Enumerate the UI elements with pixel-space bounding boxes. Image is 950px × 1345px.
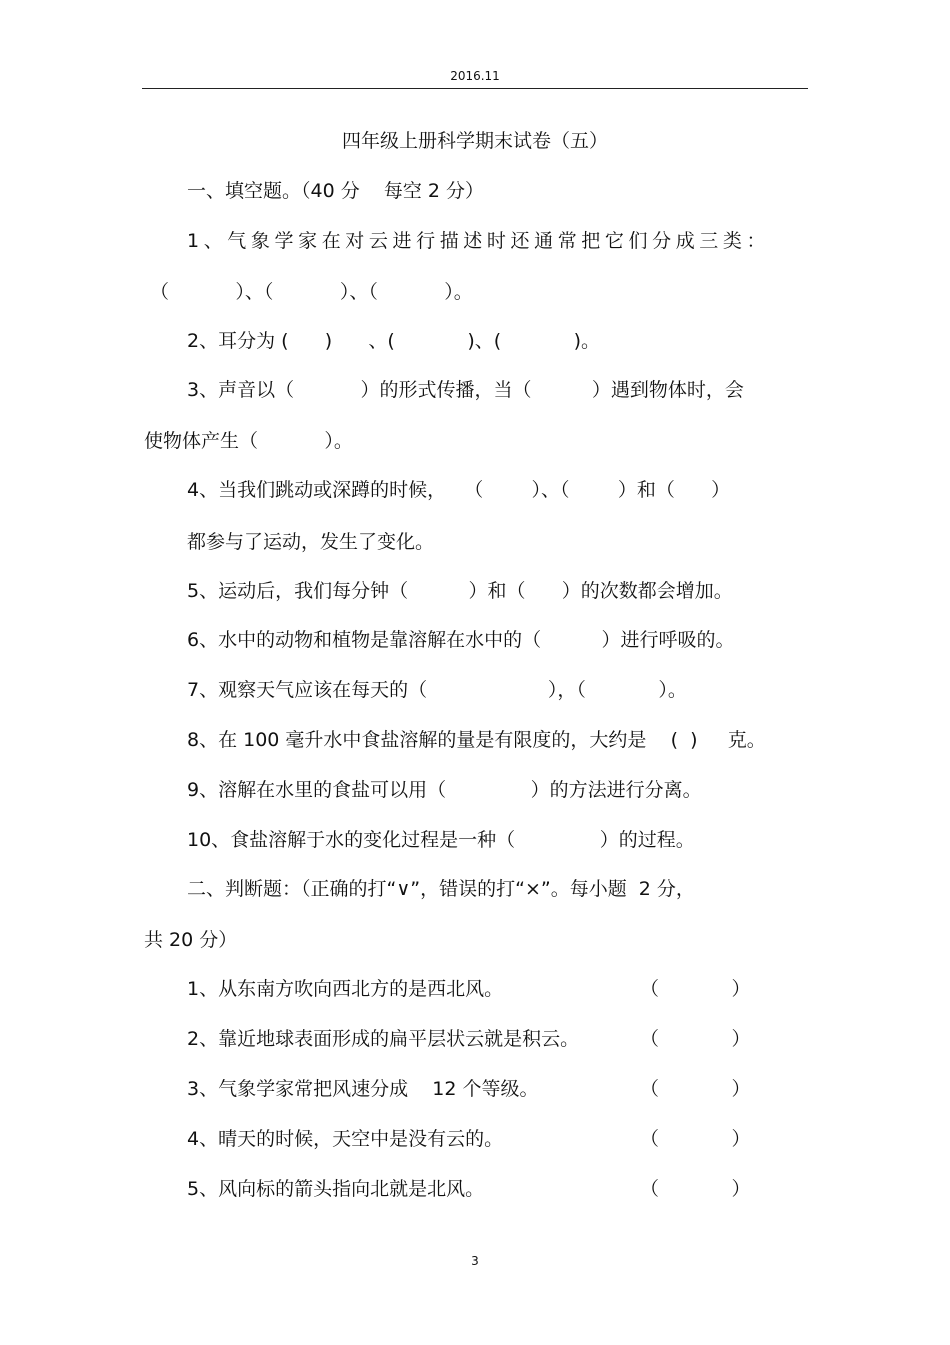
question-1-line1: 1、气象学家在对云进行描述时还通常把它们分成三类： (187, 230, 771, 252)
judge-item-4-answer: （ ） (640, 1128, 751, 1150)
judge-item-4-text: 4、晴天的时候，天空中是没有云的。 (187, 1128, 504, 1150)
question-4-line2: 都参与了运动，发生了变化。 (187, 531, 435, 553)
judge-item-3-text: 3、气象学家常把风速分成 12 个等级。 (187, 1078, 539, 1100)
section1-heading: 一、填空题。（40 分 每空 2 分） (187, 180, 485, 202)
header-date: 2016.11 (450, 69, 500, 83)
judge-item-1-text: 1、从东南方吹向西北方的是西北风。 (187, 978, 504, 1000)
question-7: 7、观察天气应该在每天的（ ），（ ）。 (187, 679, 687, 701)
question-3-line1: 3、声音以（ ）的形式传播，当（ ）遇到物体时，会 (187, 379, 744, 401)
question-1-line2: （ ）、（ ）、（ ）。 (150, 281, 473, 303)
judge-item-3-answer: （ ） (640, 1078, 751, 1100)
question-6: 6、水中的动物和植物是靠溶解在水中的（ ）进行呼吸的。 (187, 629, 735, 651)
judge-item-5-text: 5、风向标的箭头指向北就是北风。 (187, 1178, 485, 1200)
judge-item-2-text: 2、靠近地球表面形成的扁平层状云就是积云。 (187, 1028, 580, 1050)
question-2: 2、耳分为 ( ) 、( )、( )。 (187, 330, 601, 352)
section2-heading-line1: 二、判断题：（正确的打“∨”，错误的打“×”。每小题 2 分， (187, 878, 695, 900)
question-4-line1: 4、当我们跳动或深蹲的时候， （ ）、（ ）和（ ） (187, 479, 731, 501)
judge-item-1-answer: （ ） (640, 978, 751, 1000)
judge-item-2-answer: （ ） (640, 1028, 751, 1050)
header-rule (142, 88, 808, 89)
judge-item-5-answer: （ ） (640, 1178, 751, 1200)
question-10: 10、食盐溶解于水的变化过程是一种（ ）的过程。 (187, 829, 695, 851)
section2-heading-line2: 共 20 分） (144, 929, 238, 951)
page-number: 3 (471, 1254, 479, 1268)
question-9: 9、溶解在水里的食盐可以用（ ）的方法进行分离。 (187, 779, 702, 801)
question-3-line2: 使物体产生（ ）。 (144, 430, 353, 452)
question-8: 8、在 100 毫升水中食盐溶解的量是有限度的，大约是 ( ) 克。 (187, 729, 766, 751)
page-title: 四年级上册科学期末试卷（五） (341, 130, 608, 152)
question-5: 5、运动后，我们每分钟（ ）和（ ）的次数都会增加。 (187, 580, 733, 602)
